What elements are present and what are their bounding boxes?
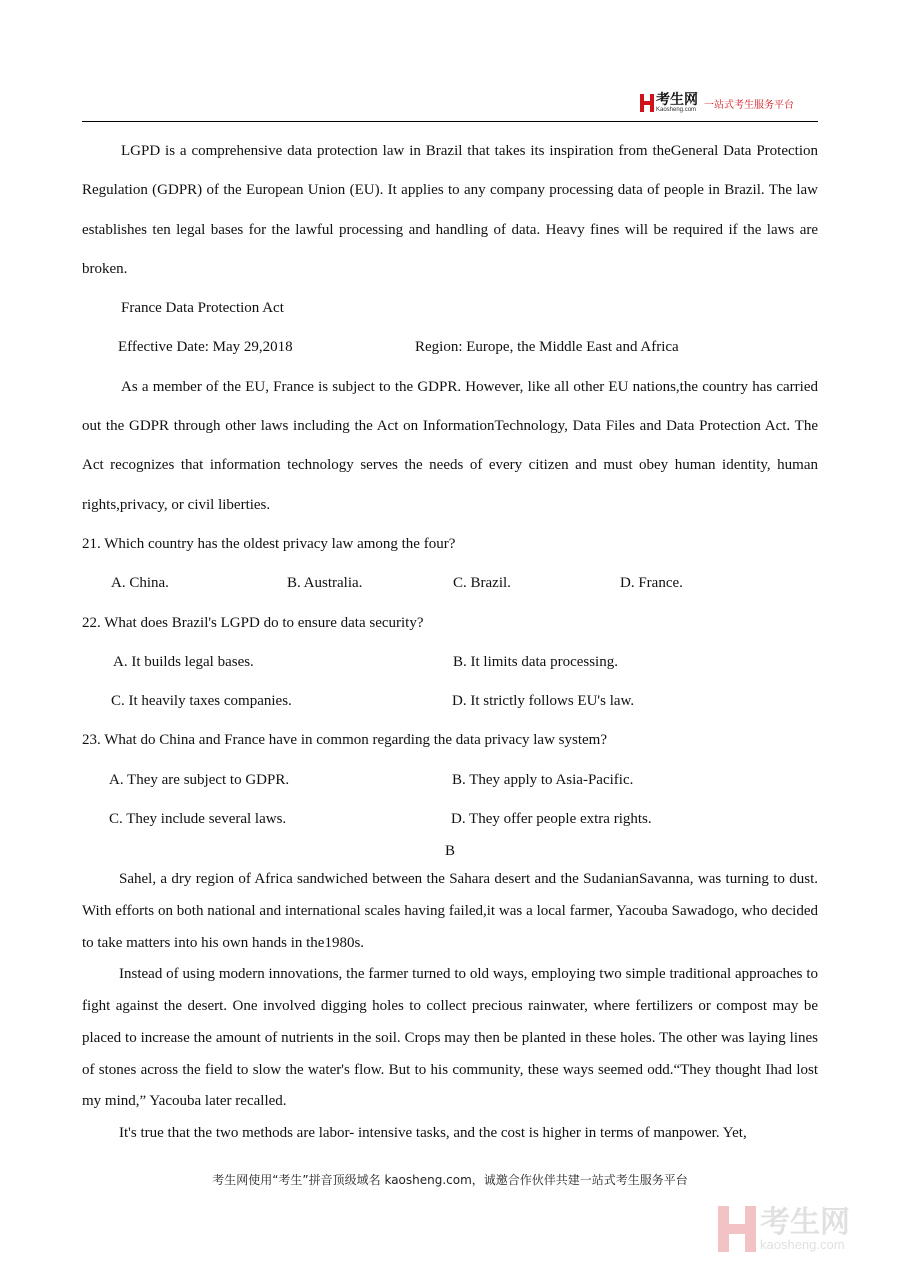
q22-option-b: B. It limits data processing. (453, 653, 618, 670)
question-21-options (82, 564, 818, 603)
section-b-paragraph-3: It's true that the two methods are labor- intensive tasks, and the cost is higher in terms of manpower. Yet, (119, 1124, 747, 1141)
q21-option-a: A. China. (111, 575, 169, 592)
q23-option-d: D. They offer people extra rights. (451, 811, 652, 828)
section-b-paragraph-1: Sahel, a dry region of Africa sandwiched between the Sahara desert and the SudanianSavanna, was turning to dust. With efforts on both national and international scales having failed,it was a local farmer, Yacouba Sawadogo, who decided to take matters into his own hands in the1980s. (82, 871, 818, 951)
passage-france-paragraph: As a member of the EU, France is subject to the GDPR. However, like all other EU nations,the country has carried out the GDPR through other laws including the Act on InformationTechnology, Data Files and Data Protection Act. The Act recognizes that information technology serves the needs of every citizen and must obey human identity, human rights,privacy, or civil liberties. (82, 378, 818, 513)
question-23-options-row1 (82, 761, 818, 800)
question-22-options-row1 (82, 643, 818, 682)
passage-brazil-paragraph: LGPD is a comprehensive data protection law in Brazil that takes its inspiration from theGeneral Data Protection Regulation (GDPR) of the European Union (EU). It applies to any company processing data of people in Brazil. The law establishes ten legal bases for the lawful processing and handling of data. Heavy fines will be required if the laws are broken. (82, 143, 818, 277)
q23-option-b: B. They apply to Asia-Pacific. (452, 771, 634, 788)
q21-option-c: C. Brazil. (453, 575, 511, 592)
question-21-stem: 21. Which country has the oldest privacy law among the four? (82, 535, 456, 552)
question-23-options-row2 (82, 800, 818, 839)
watermark-domain: kaosheng.com (760, 1236, 845, 1252)
q23-option-a: A. They are subject to GDPR. (109, 771, 290, 788)
question-22-stem: 22. What does Brazil's LGPD do to ensure data security? (82, 614, 424, 631)
effective-date: Effective Date: May 29,2018 (118, 339, 293, 356)
watermark-name: 考生网 (760, 1204, 850, 1240)
question-23-stem: 23. What do China and France have in common regarding the data privacy law system? (82, 732, 607, 749)
q21-option-d: D. France. (620, 575, 683, 592)
q23-option-c: C. They include several laws. (109, 811, 287, 828)
kaosheng-logo-icon (640, 94, 654, 112)
q22-option-c: C. It heavily taxes companies. (111, 693, 292, 710)
region: Region: Europe, the Middle East and Africa (415, 339, 679, 356)
footer-watermark (718, 1206, 850, 1252)
header-slogan: 一站式考生服务平台 (704, 99, 794, 111)
france-info-row (82, 328, 818, 367)
logo-domain: Kaosheng.com (656, 107, 697, 113)
q22-option-d: D. It strictly follows EU's law. (452, 693, 635, 710)
header-logo (640, 92, 794, 114)
france-title: France Data Protection Act (121, 300, 284, 317)
footer-notice: 考生网使用“考生”拼音顶级域名 kaosheng.com，诚邀合作伙伴共建一站式考生服务平台 (212, 1173, 688, 1187)
watermark-logo-icon (718, 1206, 756, 1252)
logo-name: 考生网 (656, 92, 698, 108)
document-body (82, 132, 818, 1150)
section-b-paragraph-2: Instead of using modern innovations, the farmer turned to old ways, employing two simple traditional approaches to fight against the desert. One involved digging holes to collect precious rainwater, where fertilizers or compost may be placed to increase the amount of nutrients in the soil. Crops may then be planted in these holes. The other was laying lines of stones across the field to slow the water's flow. But to his community, these ways seemed odd.“They thought Ihad lost my mind,” Yacouba later recalled. (82, 966, 818, 1110)
q22-option-a: A. It builds legal bases. (113, 653, 254, 670)
q21-option-b: B. Australia. (287, 575, 363, 592)
section-b-title: B (444, 843, 455, 860)
header-divider (82, 121, 818, 122)
question-22-options-row2 (82, 682, 818, 721)
